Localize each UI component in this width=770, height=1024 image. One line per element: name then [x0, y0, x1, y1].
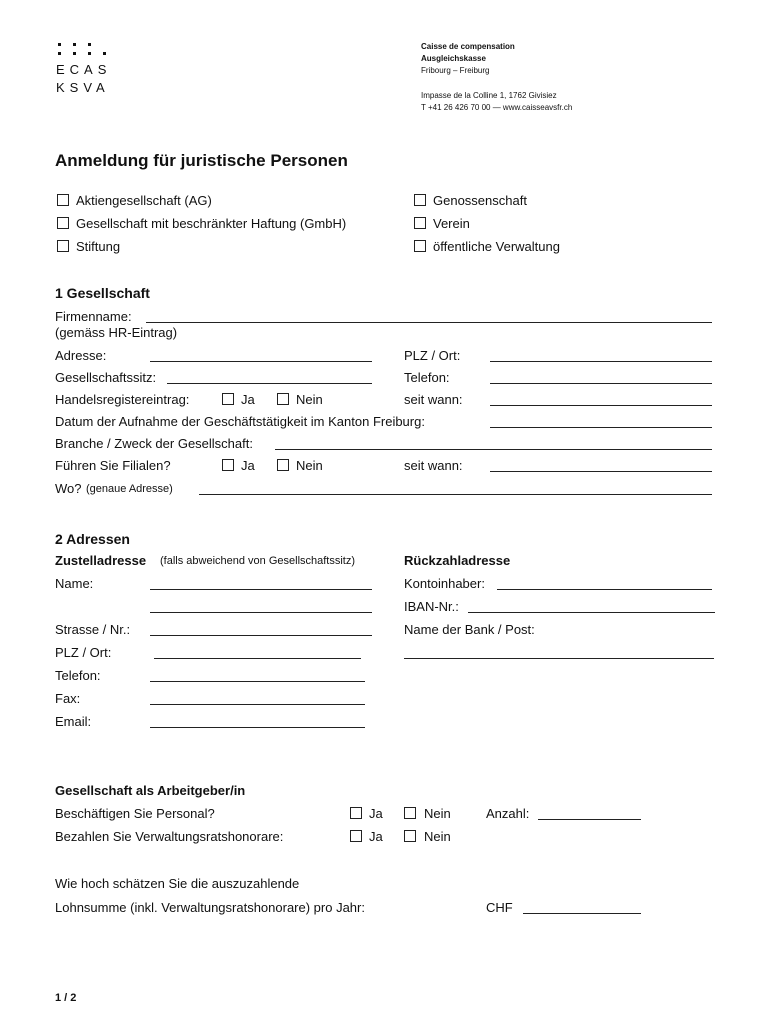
label-filialen-seit: seit wann:	[404, 458, 463, 473]
checkbox-hr-ja[interactable]	[222, 393, 234, 405]
label-ag: Aktiengesellschaft (AG)	[76, 193, 212, 208]
label-verein: Verein	[433, 216, 470, 231]
label-zustelladresse-note: (falls abweichend von Gesellschaftssitz)	[160, 555, 356, 567]
label-stiftung: Stiftung	[76, 239, 121, 254]
label-telefon-2: Telefon:	[55, 668, 101, 683]
field-lohnsumme[interactable]	[523, 913, 641, 914]
checkbox-honorare-ja[interactable]	[350, 830, 362, 842]
field-iban[interactable]	[468, 612, 715, 613]
label-honorare: Bezahlen Sie Verwaltungsratshonorare:	[55, 829, 284, 844]
field-strasse[interactable]	[150, 635, 372, 636]
label-hr-ja: Ja	[241, 392, 255, 407]
label-bank: Name der Bank / Post:	[404, 622, 535, 637]
field-telefon-2[interactable]	[150, 681, 365, 682]
checkbox-genossenschaft[interactable]	[414, 194, 426, 206]
field-adresse[interactable]	[150, 361, 372, 362]
field-name-2[interactable]	[150, 612, 372, 613]
header-city: Fribourg – Freiburg	[421, 66, 490, 75]
label-email: Email:	[55, 714, 92, 729]
label-personal-ja: Ja	[369, 806, 383, 821]
field-hr-seit[interactable]	[490, 405, 712, 406]
label-fax: Fax:	[55, 691, 81, 706]
field-datum[interactable]	[490, 427, 712, 428]
checkbox-filialen-nein[interactable]	[277, 459, 289, 471]
page-title: Anmeldung für juristische Personen	[55, 151, 348, 170]
label-lohnsumme-1: Wie hoch schätzen Sie die auszuzahlende	[55, 876, 300, 891]
field-branche[interactable]	[275, 449, 712, 450]
checkbox-verein[interactable]	[414, 217, 426, 229]
field-plz-ort[interactable]	[490, 361, 712, 362]
label-hr-seit: seit wann:	[404, 392, 463, 407]
checkbox-personal-nein[interactable]	[404, 807, 416, 819]
section-3-heading: Gesellschaft als Arbeitgeber/in	[55, 783, 246, 798]
page-number: 1 / 2	[55, 992, 77, 1004]
checkbox-ag[interactable]	[57, 194, 69, 206]
label-zustelladresse: Zustelladresse	[55, 553, 147, 568]
label-honorare-nein: Nein	[424, 829, 451, 844]
section-1-heading: 1 Gesellschaft	[55, 285, 150, 301]
label-lohnsumme-2: Lohnsumme (inkl. Verwaltungsratshonorare) pro Jahr:	[55, 900, 365, 915]
label-firmenname: Firmenname:	[55, 309, 132, 324]
checkbox-filialen-ja[interactable]	[222, 459, 234, 471]
checkbox-personal-ja[interactable]	[350, 807, 362, 819]
field-filialen-seit[interactable]	[490, 471, 712, 472]
label-telefon: Telefon:	[404, 370, 450, 385]
label-chf: CHF	[486, 900, 513, 915]
field-kontoinhaber[interactable]	[497, 589, 712, 590]
checkbox-gmbh[interactable]	[57, 217, 69, 229]
label-plz-ort-2: PLZ / Ort:	[55, 645, 112, 660]
label-genossenschaft: Genossenschaft	[433, 193, 527, 208]
label-plz-ort: PLZ / Ort:	[404, 348, 461, 363]
header-org-fr: Caisse de compensation	[421, 42, 515, 51]
label-adresse: Adresse:	[55, 348, 107, 363]
label-wo: Wo?	[55, 481, 82, 496]
label-filialen-ja: Ja	[241, 458, 255, 473]
label-verwaltung: öffentliche Verwaltung	[433, 239, 560, 254]
field-anzahl[interactable]	[538, 819, 641, 820]
field-fax[interactable]	[150, 704, 365, 705]
header-contact: T +41 26 426 70 00 — www.caisseavsfr.ch	[421, 103, 573, 112]
label-personal-nein: Nein	[424, 806, 451, 821]
label-anzahl: Anzahl:	[486, 806, 530, 821]
checkbox-verwaltung[interactable]	[414, 240, 426, 252]
label-strasse: Strasse / Nr.:	[55, 622, 131, 637]
field-bank[interactable]	[404, 658, 714, 659]
field-name-1[interactable]	[150, 589, 372, 590]
checkbox-hr-nein[interactable]	[277, 393, 289, 405]
logo-line-2: KSVA	[56, 80, 110, 95]
label-iban: IBAN-Nr.:	[404, 599, 459, 614]
checkbox-stiftung[interactable]	[57, 240, 69, 252]
label-gmbh: Gesellschaft mit beschränkter Haftung (GmbH)	[76, 216, 347, 231]
label-filialen-nein: Nein	[296, 458, 323, 473]
field-wo[interactable]	[199, 494, 712, 495]
label-firmenname-note: (gemäss HR-Eintrag)	[55, 325, 178, 340]
label-filialen: Führen Sie Filialen?	[55, 458, 171, 473]
field-plz-ort-2[interactable]	[154, 658, 361, 659]
label-hr: Handelsregistereintrag:	[55, 392, 190, 407]
label-datum: Datum der Aufnahme der Geschäftstätigkeit im Kanton Freiburg:	[55, 414, 425, 429]
header-org-de: Ausgleichskasse	[421, 54, 486, 63]
field-email[interactable]	[150, 727, 365, 728]
label-sitz: Gesellschaftssitz:	[55, 370, 157, 385]
label-kontoinhaber: Kontoinhaber:	[404, 576, 485, 591]
label-honorare-ja: Ja	[369, 829, 383, 844]
label-name: Name:	[55, 576, 94, 591]
section-2-heading: 2 Adressen	[55, 531, 130, 547]
header-address: Impasse de la Colline 1, 1762 Givisiez	[421, 91, 557, 100]
label-personal: Beschäftigen Sie Personal?	[55, 806, 215, 821]
label-branche: Branche / Zweck der Gesellschaft:	[55, 436, 253, 451]
logo-dots	[57, 43, 113, 57]
logo-line-1: ECAS	[56, 62, 112, 77]
field-telefon[interactable]	[490, 383, 712, 384]
checkbox-honorare-nein[interactable]	[404, 830, 416, 842]
label-rueckzahladresse: Rückzahladresse	[404, 553, 511, 568]
field-firmenname[interactable]	[146, 322, 712, 323]
field-sitz[interactable]	[167, 383, 372, 384]
label-wo-note: (genaue Adresse)	[86, 483, 173, 495]
label-hr-nein: Nein	[296, 392, 323, 407]
